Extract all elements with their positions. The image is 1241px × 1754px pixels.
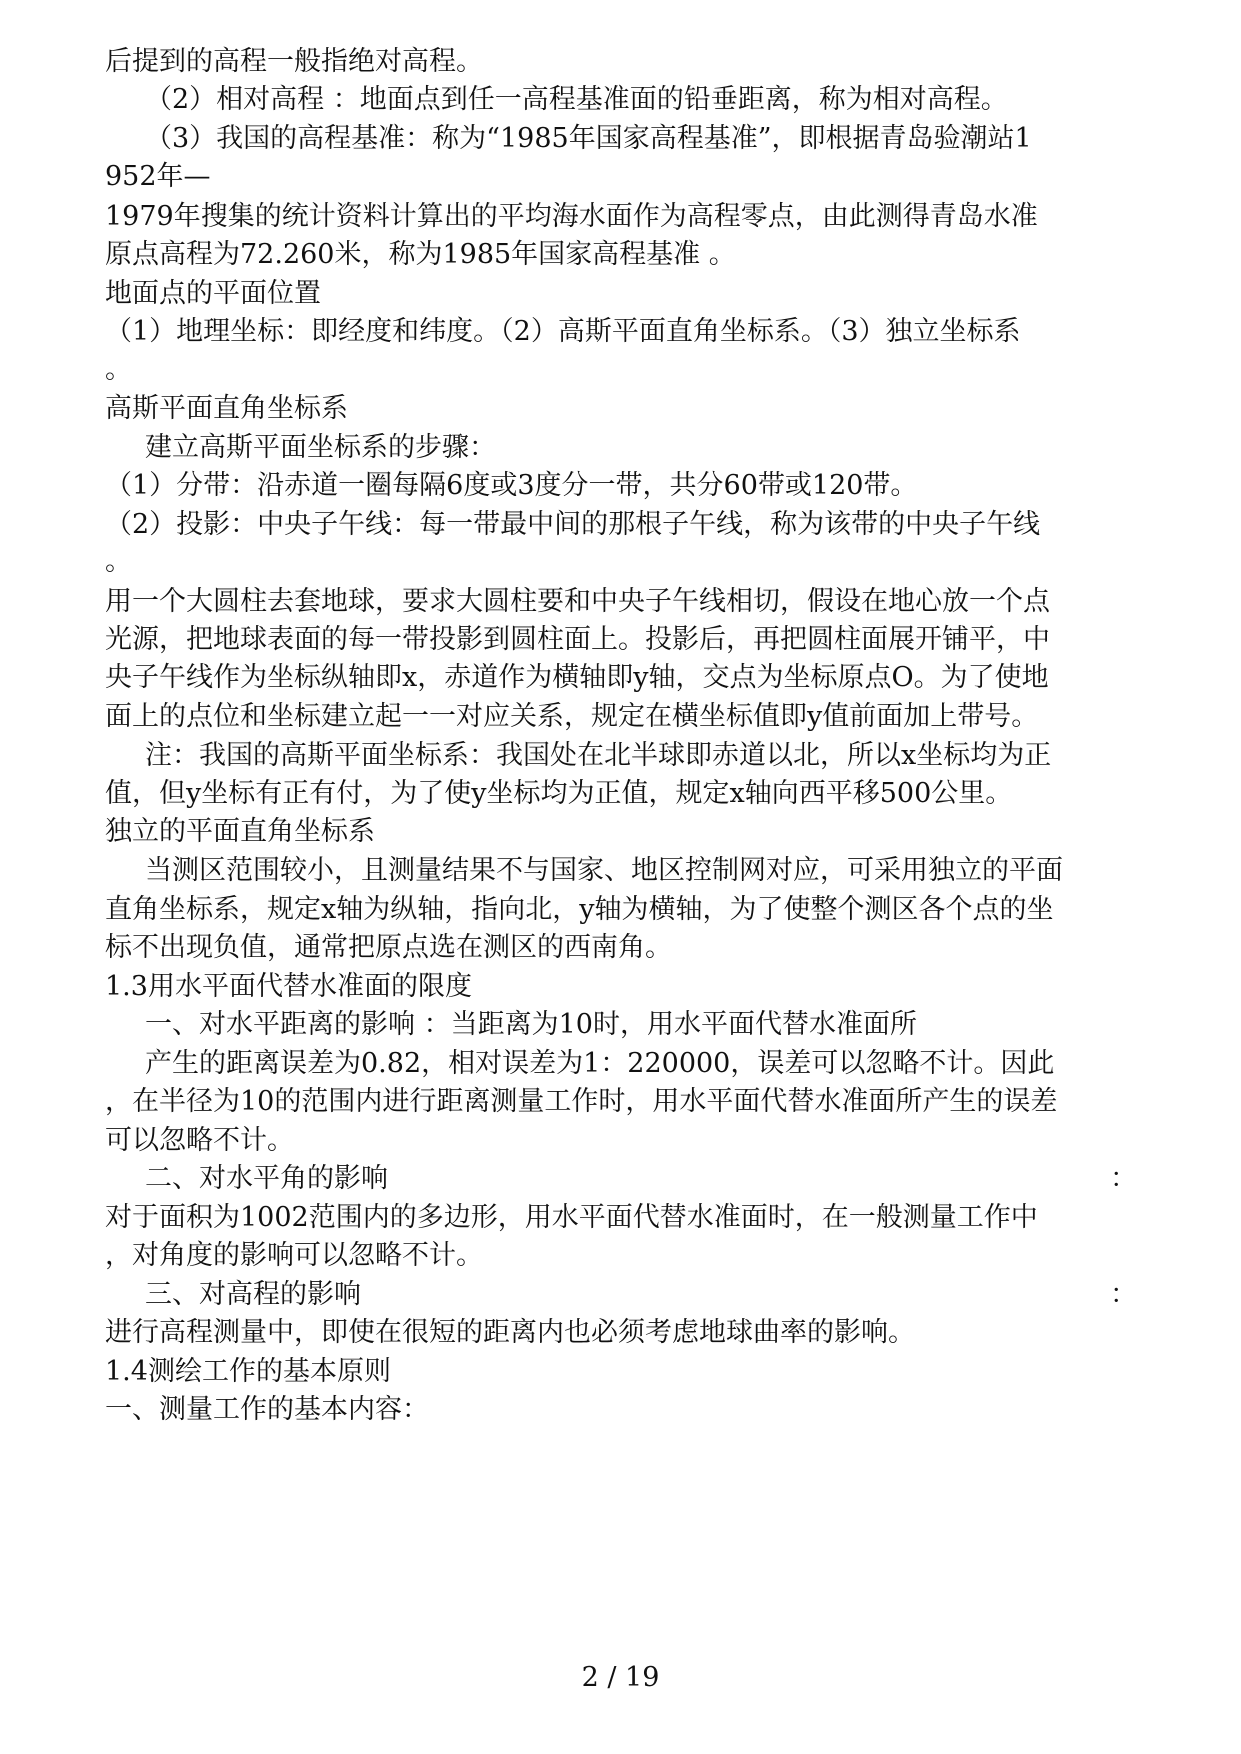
- text-line: 建立高斯平面坐标系的步骤：: [145, 432, 496, 463]
- section-heading: 地面点的平面位置: [105, 278, 321, 309]
- text-line: 一、对水平距离的影响 ：当距离为10时，用水平面代替水准面所: [145, 1009, 917, 1040]
- text-line: 注：我国的高斯平面坐标系：我国处在北半球即赤道以北，所以x坐标均为正: [145, 740, 1052, 771]
- text-line: 952年—: [105, 161, 211, 192]
- text-line: （1）地理坐标：即经度和纬度。（2）高斯平面直角坐标系。（3）独立坐标系: [105, 316, 1021, 347]
- colon-mark: ：: [1110, 1163, 1137, 1194]
- text-line: 当测区范围较小，且测量结果不与国家、地区控制网对应，可采用独立的平面: [145, 855, 1063, 886]
- text-line: 后提到的高程一般指绝对高程。: [105, 46, 483, 77]
- text-line: （2）投影：中央子午线：每一带最中间的那根子午线，称为该带的中央子午线: [105, 509, 1041, 540]
- text-line: （1）分带：沿赤道一圈每隔6度或3度分一带，共分60带或120带。: [105, 470, 918, 501]
- text-line: 直角坐标系，规定x轴为纵轴，指向北，y轴为横轴，为了使整个测区各个点的坐: [105, 894, 1054, 925]
- text-line: 三、对高程的影响: [145, 1279, 361, 1310]
- text-line: 值，但y坐标有正有付，为了使y坐标均为正值，规定x轴向西平移500公里。: [105, 778, 1013, 809]
- text-line: （3）我国的高程基准：称为“1985年国家高程基准”，即根据青岛验潮站1: [145, 123, 1032, 154]
- text-line: 光源，把地球表面的每一带投影到圆柱面上。投影后，再把圆柱面展开铺平，中: [105, 624, 1050, 655]
- text-line: 标不出现负值，通常把原点选在测区的西南角。: [105, 932, 672, 963]
- text-line: （2）相对高程 ：地面点到任一高程基准面的铅垂距离，称为相对高程。: [145, 84, 1008, 115]
- text-line: 用一个大圆柱去套地球，要求大圆柱要和中央子午线相切，假设在地心放一个点: [105, 586, 1050, 617]
- text-line: 央子午线作为坐标纵轴即x，赤道作为横轴即y轴，交点为坐标原点O。为了使地: [105, 662, 1049, 693]
- colon-mark: ：: [1110, 1279, 1137, 1310]
- section-heading: 独立的平面直角坐标系: [105, 816, 375, 847]
- text-line: 1979年搜集的统计资料计算出的平均海水面作为高程零点，由此测得青岛水准: [105, 201, 1038, 232]
- section-heading: 1.3用水平面代替水准面的限度: [105, 971, 472, 1002]
- section-heading: 高斯平面直角坐标系: [105, 393, 348, 424]
- text-line-content: 二、对水平角的影响: [145, 1163, 388, 1194]
- text-line: 面上的点位和坐标建立起一一对应关系，规定在横坐标值即y值前面加上带号。: [105, 701, 1039, 732]
- text-line: [145, 1165, 388, 1192]
- text-line: 对于面积为1002范围内的多边形，用水平面代替水准面时，在一般测量工作中: [105, 1202, 1038, 1233]
- section-heading: 1.4测绘工作的基本原则: [105, 1356, 391, 1387]
- text-line: ，对角度的影响可以忽略不计。: [105, 1240, 483, 1271]
- text-line: 进行高程测量中，即使在很短的距离内也必须考虑地球曲率的影响。: [105, 1317, 915, 1348]
- text-line: 。: [105, 546, 132, 577]
- text-line: 原点高程为72.260米，称为1985年国家高程基准 。: [105, 239, 736, 270]
- page-number: 2 / 19: [581, 1662, 660, 1693]
- text-line: ，在半径为10的范围内进行距离测量工作时，用水平面代替水准面所产生的误差: [105, 1086, 1058, 1117]
- text-line: 产生的距离误差为0.82，相对误差为1：220000，误差可以忽略不计。因此: [145, 1048, 1055, 1079]
- text-line: 可以忽略不计。: [105, 1125, 294, 1156]
- text-line: 。: [105, 354, 132, 385]
- text-line: 一、测量工作的基本内容：: [105, 1394, 429, 1425]
